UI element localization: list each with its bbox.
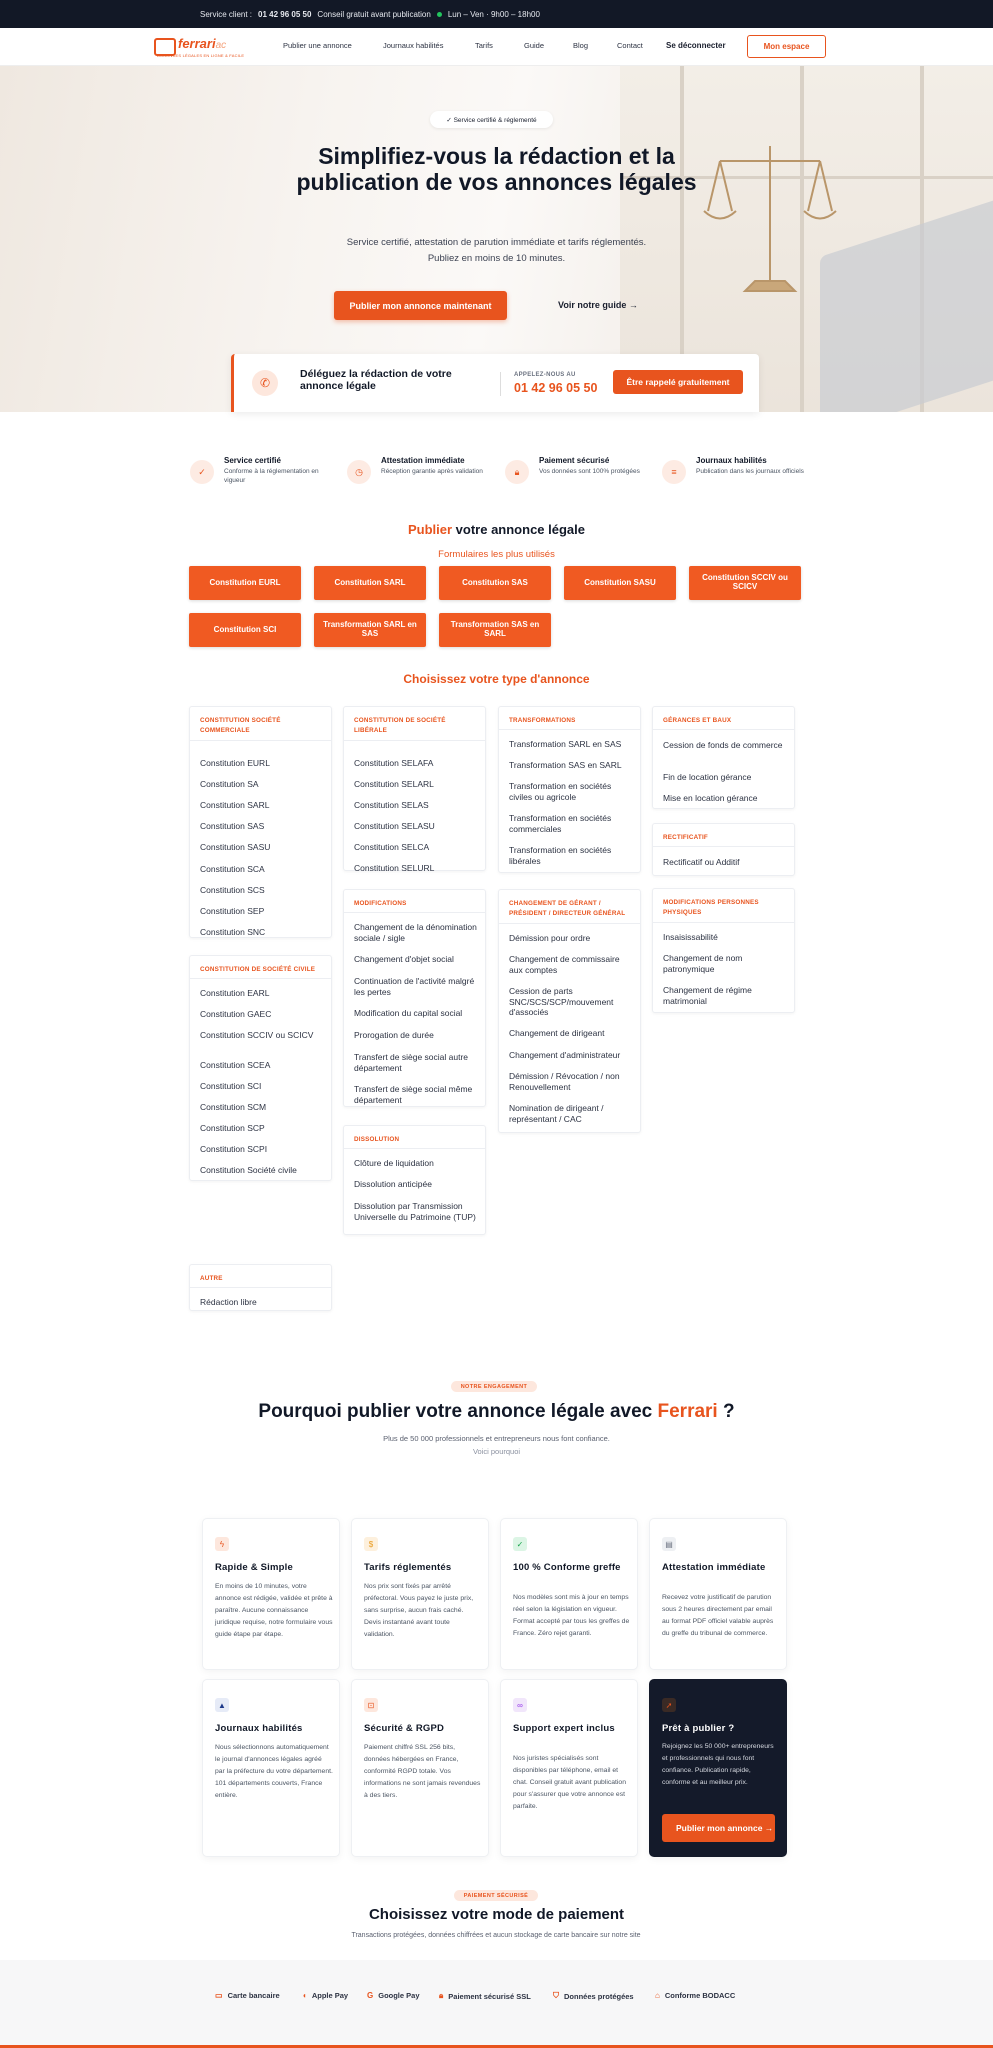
category-link[interactable]: Transfert de siège social même département: [354, 1084, 473, 1105]
category-link[interactable]: Constitution SCS: [200, 885, 265, 895]
category-card-col1b: [189, 955, 332, 1181]
hero-title: Simplifiez-vous la rédaction et la publication de vos annonces légales: [296, 143, 697, 196]
navbar: [0, 28, 993, 66]
category-link[interactable]: Constitution Société civile: [200, 1165, 297, 1175]
callback-button[interactable]: Être rappelé gratuitement: [613, 370, 743, 394]
topbar: [0, 0, 993, 28]
feature-title: Journaux habilités: [696, 456, 767, 465]
feature-title: Attestation immédiate: [381, 456, 465, 465]
certified-badge: ✓ Service certifié & réglementé: [430, 111, 553, 128]
why-card: [351, 1679, 489, 1857]
ready-publish-button[interactable]: Publier mon annonce →: [662, 1814, 775, 1842]
category-link[interactable]: Démission / Révocation / non Renouvellement: [509, 1071, 620, 1092]
ready-card: [649, 1679, 787, 1857]
feature-desc: Publication dans les journaux officiels: [696, 468, 804, 475]
category-link[interactable]: Transfert de siège social autre département: [354, 1052, 469, 1073]
category-link[interactable]: Constitution SCP: [200, 1123, 265, 1133]
category-heading: RECTIFICATIF: [663, 834, 708, 841]
nav-link-contact[interactable]: Contact: [617, 41, 643, 50]
category-link[interactable]: Constitution SELCA: [354, 842, 430, 852]
ready-title: Prêt à publier ?: [662, 1723, 735, 1734]
my-space-button[interactable]: Mon espace: [747, 35, 826, 58]
why-card-title: Support expert inclus: [513, 1723, 615, 1734]
topbar-service-label: Service client :: [200, 9, 253, 19]
category-card-col3a: [498, 706, 641, 873]
bolt-icon: ϟ: [215, 1537, 229, 1551]
topbar-advice: Conseil gratuit avant publication: [317, 9, 431, 19]
category-link[interactable]: Nomination de dirigeant / représentant / CAC: [509, 1103, 604, 1124]
category-link[interactable]: Constitution EARL: [200, 988, 270, 998]
divider: [344, 1148, 485, 1149]
clock-icon: ◷: [347, 460, 371, 484]
category-card-col2c: [343, 1125, 486, 1235]
payment-bodacc: ⌂ Conforme BODACC: [655, 1991, 736, 2000]
why-card-title: Rapide & Simple: [215, 1562, 293, 1573]
form-button[interactable]: Constitution SAS: [439, 566, 551, 600]
logo[interactable]: [154, 36, 244, 60]
category-link[interactable]: Changement de dirigeant: [509, 1028, 605, 1038]
category-card-col4c: [652, 888, 795, 1013]
feature-payment: [505, 456, 655, 496]
category-link[interactable]: Constitution SELAFA: [354, 758, 434, 768]
call-number[interactable]: 01 42 96 05 50: [514, 381, 598, 395]
category-link[interactable]: Changement de commissaire aux comptes: [509, 954, 620, 975]
category-link[interactable]: Démission pour ordre: [509, 933, 591, 943]
category-link[interactable]: Insaisissabilité: [663, 932, 718, 942]
category-link[interactable]: Constitution SCI: [200, 1081, 262, 1091]
logo-name: ferrari: [178, 36, 216, 51]
payment-card: ▭ Carte bancaire: [215, 1991, 280, 2000]
nav-link-journaux[interactable]: Journaux habilités: [383, 41, 444, 50]
category-link[interactable]: Constitution SEP: [200, 906, 265, 916]
category-heading: AUTRE: [200, 1275, 223, 1282]
feature-certified: [190, 456, 340, 496]
category-card-col1c: [189, 1264, 332, 1311]
why-card-title: Sécurité & RGPD: [364, 1723, 445, 1734]
call-us-label: APPELEZ-NOUS AU: [514, 372, 576, 378]
category-link[interactable]: Constitution SCEA: [200, 1060, 271, 1070]
divider: [653, 729, 794, 730]
why-subtitle: Plus de 50 000 professionnels et entrepreneurs nous font confiance.: [383, 1434, 610, 1443]
divider: [653, 922, 794, 923]
nav-link-blog[interactable]: Blog: [573, 41, 589, 50]
topbar-hours: Lun – Ven · 9h00 – 18h00: [447, 9, 540, 19]
why-card-title: Tarifs réglementés: [364, 1562, 452, 1573]
feature-title: Paiement sécurisé: [539, 456, 610, 465]
category-link[interactable]: Rédaction libre: [200, 1297, 257, 1307]
payment-band: [0, 1960, 993, 2048]
category-link[interactable]: Constitution SELASU: [354, 821, 435, 831]
why-card: [500, 1518, 638, 1670]
document-icon: ▤: [662, 1537, 676, 1551]
category-link[interactable]: Fin de location gérance: [663, 772, 752, 782]
why-card: [500, 1679, 638, 1857]
category-heading: CONSTITUTION DE SOCIÉTÉ CIVILE: [200, 966, 316, 973]
category-link[interactable]: Constitution SELARL: [354, 779, 434, 789]
category-link[interactable]: Changement de régime matrimonial: [663, 985, 752, 1006]
feature-title: Service certifié: [224, 456, 281, 465]
why-card-title: Journaux habilités: [215, 1723, 303, 1734]
form-button[interactable]: Constitution SCCIV ou SCICV: [689, 566, 801, 600]
why-card-desc: Nos juristes spécialisés sont disponibles par téléphone, email et chat. Conseil gratuit avant publication pour s'assurer que votre annonce est parfaite.: [513, 1755, 626, 1810]
publish-subtitle: Formulaires les plus utilisés: [438, 549, 555, 560]
why-card: [351, 1518, 489, 1670]
category-link[interactable]: Changement de la dénomination sociale / sigle: [354, 922, 477, 943]
why-card-desc: Nous sélectionnons automatiquement le journal d'annonces légales agréé par la préfecture du votre département. 101 départements couverts, France entière.: [215, 1744, 333, 1799]
bank-icon: ⌂: [655, 1991, 660, 2000]
status-dot-icon: [437, 12, 442, 17]
category-heading: GÉRANCES ET BAUX: [663, 717, 732, 724]
commitment-pill: NOTRE ENGAGEMENT: [451, 1381, 537, 1392]
ready-desc: Rejoignez les 50 000+ entrepreneurs et professionnels qui nous font confiance. Publication rapide, conforme et au meilleur prix.: [662, 1743, 774, 1786]
divider: [344, 912, 485, 913]
category-heading: TRANSFORMATIONS: [509, 717, 576, 724]
category-link[interactable]: Constitution SCM: [200, 1102, 267, 1112]
category-heading: MODIFICATIONS PERSONNES PHYSIQUES: [663, 899, 759, 917]
newspaper-icon: ▲: [215, 1698, 229, 1712]
payment-title: Choisissez votre mode de paiement: [368, 1906, 625, 1923]
why-card: [649, 1518, 787, 1670]
form-button[interactable]: Transformation SARL en SAS: [314, 613, 426, 647]
category-card-col4a: [652, 706, 795, 809]
category-card-col1a: [189, 706, 332, 938]
category-card-col2b: [343, 889, 486, 1107]
category-link[interactable]: Constitution SCCIV ou SCICV: [200, 1030, 314, 1040]
category-link[interactable]: Cession de parts SNC/SCS/SCP/mouvement d'associés: [509, 986, 614, 1018]
logo-suffix: ac: [215, 40, 227, 51]
why-card: [202, 1518, 340, 1670]
category-link[interactable]: Dissolution anticipée: [354, 1179, 432, 1189]
support-icon: ∞: [513, 1698, 527, 1712]
feature-journals: [662, 456, 812, 496]
category-link[interactable]: Modification du capital social: [354, 1008, 463, 1018]
category-link[interactable]: Constitution SARL: [200, 800, 270, 810]
why-card-desc: En moins de 10 minutes, votre annonce est rédigée, validée et prête à paraître. Aucune connaissance juridique requise, notre formulaire vous guide étape par étape.: [215, 1583, 333, 1638]
publish-title: Publier votre annonce légale: [407, 522, 585, 537]
check-icon: ✓: [190, 460, 214, 484]
divider: [190, 740, 331, 741]
payment-subtitle: Transactions protégées, données chiffrées et aucun stockage de carte bancaire sur notre site: [351, 1932, 641, 1939]
why-card-title: Attestation immédiate: [662, 1562, 766, 1573]
category-link[interactable]: Constitution SELURL: [354, 863, 435, 873]
category-link[interactable]: Transformation en sociétés libérales: [509, 845, 612, 866]
feature-desc: Réception garantie après validation: [381, 468, 483, 475]
why-card-desc: Recevez votre justificatif de parution sous 2 heures directement par email au format PDF officiel valable auprès du greffe du tribunal de commerce.: [662, 1594, 774, 1637]
category-link[interactable]: Cession de fonds de commerce: [663, 740, 783, 750]
form-button[interactable]: Constitution SCI: [189, 613, 301, 647]
payment-applepay: ◖ Apple Pay: [302, 1991, 349, 2000]
category-link[interactable]: Mise en location gérance: [663, 793, 758, 803]
divider: [499, 729, 640, 730]
logo-tagline: ANNONCES LÉGALES EN LIGNE & FACILE: [157, 53, 245, 58]
topbar-phone[interactable]: 01 42 96 05 50: [258, 9, 312, 19]
category-heading: CHANGEMENT DE GÉRANT / PRÉSIDENT / DIRECTEUR GÉNÉRAL: [509, 900, 626, 918]
category-link[interactable]: Clôture de liquidation: [354, 1158, 434, 1168]
hero-subtitle: Service certifié, attestation de parution immédiate et tarifs réglementés. Publiez en moins de 10 minutes.: [346, 237, 647, 265]
callback-title: Déléguez la rédaction de votre annonce légale: [300, 368, 452, 392]
form-button[interactable]: Transformation SAS en SARL: [439, 613, 551, 647]
payment-googlepay: G Google Pay: [367, 1991, 420, 2000]
lock-icon: 🔒︎: [505, 460, 529, 484]
types-title: Choisissez votre type d'annonce: [403, 672, 590, 686]
divider: [344, 740, 485, 741]
euro-icon: $: [364, 1537, 378, 1551]
category-link[interactable]: Prorogation de durée: [354, 1030, 434, 1040]
why-card-desc: Nos modèles sont mis à jour en temps réel selon la législation en vigueur. Format accepté par tous les greffes de France. Zéro rejet garanti.: [513, 1594, 630, 1637]
feature-desc: Vos données sont 100% protégées: [539, 468, 640, 475]
divider: [190, 978, 331, 979]
why-card: [202, 1679, 340, 1857]
apple-icon: ◖: [302, 1991, 307, 2000]
scales-of-justice-icon: [700, 126, 840, 306]
category-link[interactable]: Transformation en sociétés civiles ou agricole: [509, 781, 612, 802]
category-link[interactable]: Transformation SAS en SARL: [509, 760, 622, 770]
category-link[interactable]: Transformation SARL en SAS: [509, 739, 622, 749]
divider: [500, 372, 501, 396]
category-heading: CONSTITUTION SOCIÉTÉ COMMERCIALE: [200, 717, 281, 735]
category-link[interactable]: Changement de nom patronymique: [663, 953, 743, 974]
payment-ssl: 🔒︎ Paiement sécurisé SSL: [439, 1991, 531, 2001]
feature-desc: Conforme à la réglementation en vigueur: [224, 468, 319, 485]
why-card-desc: Nos prix sont fixés par arrêté préfectoral. Vous payez le juste prix, sans surprise, aucun frais caché. Devis instantané avant toute validation.: [364, 1583, 474, 1638]
category-link[interactable]: Constitution SA: [200, 779, 259, 789]
divider: [190, 1287, 331, 1288]
why-card-desc: Paiement chiffré SSL 256 bits, données hébergées en France, conformité RGPD totale. Vos informations ne sont jamais revendues à des tiers.: [364, 1744, 481, 1799]
logout-link[interactable]: Se déconnecter: [666, 41, 726, 50]
why-link[interactable]: Voici pourquoi: [472, 1447, 521, 1456]
nav-link-publier[interactable]: Publier une annonce: [283, 41, 352, 50]
check-icon: ✓: [513, 1537, 527, 1551]
category-heading: CONSTITUTION DE SOCIÉTÉ LIBÉRALE: [354, 717, 446, 735]
why-title: Pourquoi publier votre annonce légale avec Ferrari ?: [258, 1401, 735, 1422]
category-link[interactable]: Constitution SASU: [200, 842, 271, 852]
category-card-col2a: [343, 706, 486, 871]
category-heading: MODIFICATIONS: [354, 900, 407, 907]
category-card-col4b: [652, 823, 795, 876]
category-link[interactable]: Changement d'objet social: [354, 954, 454, 964]
why-card-title: 100 % Conforme greffe: [513, 1562, 621, 1573]
google-icon: G: [367, 1991, 374, 2000]
category-link[interactable]: Constitution SELAS: [354, 800, 429, 810]
divider: [653, 846, 794, 847]
category-card-col3b: [498, 889, 641, 1133]
feature-attestation: [347, 456, 497, 496]
category-link[interactable]: Transformation en sociétés commerciales: [509, 813, 612, 834]
nav-link-guide[interactable]: Guide: [524, 41, 545, 50]
category-heading: DISSOLUTION: [354, 1136, 400, 1143]
category-link[interactable]: Constitution SNC: [200, 927, 266, 937]
newspaper-icon: ≡: [662, 460, 686, 484]
nav-link-tarifs[interactable]: Tarifs: [475, 41, 493, 50]
category-link[interactable]: Continuation de l'activité malgré les pertes: [354, 976, 475, 997]
lock-icon: ⊡: [364, 1698, 378, 1712]
form-button[interactable]: Constitution SARL: [314, 566, 426, 600]
category-link[interactable]: Constitution EURL: [200, 758, 270, 768]
phone-icon: ✆: [252, 370, 278, 396]
payment-pill: PAIEMENT SÉCURISÉ: [454, 1890, 538, 1901]
form-button[interactable]: Constitution EURL: [189, 566, 301, 600]
category-link[interactable]: Dissolution par Transmission Universelle du Patrimoine (TUP): [354, 1201, 476, 1222]
divider: [499, 923, 640, 924]
category-link[interactable]: Rectificatif ou Additif: [663, 857, 740, 867]
publish-now-button[interactable]: Publier mon annonce maintenant: [334, 291, 507, 320]
guide-link[interactable]: Voir notre guide →: [558, 300, 638, 310]
shield-icon: ⛉: [553, 1991, 559, 2000]
rocket-icon: ➚: [662, 1698, 676, 1712]
category-link[interactable]: Constitution SAS: [200, 821, 265, 831]
category-link[interactable]: Changement d'administrateur: [509, 1050, 621, 1060]
category-link[interactable]: Constitution GAEC: [200, 1009, 272, 1019]
category-link[interactable]: Constitution SCPI: [200, 1144, 268, 1154]
lock-icon: 🔒︎: [439, 1991, 444, 2000]
form-button[interactable]: Constitution SASU: [564, 566, 676, 600]
credit-card-icon: ▭: [215, 1991, 223, 2000]
payment-data: ⛉ Données protégées: [553, 1991, 634, 2001]
category-link[interactable]: Constitution SCA: [200, 864, 265, 874]
